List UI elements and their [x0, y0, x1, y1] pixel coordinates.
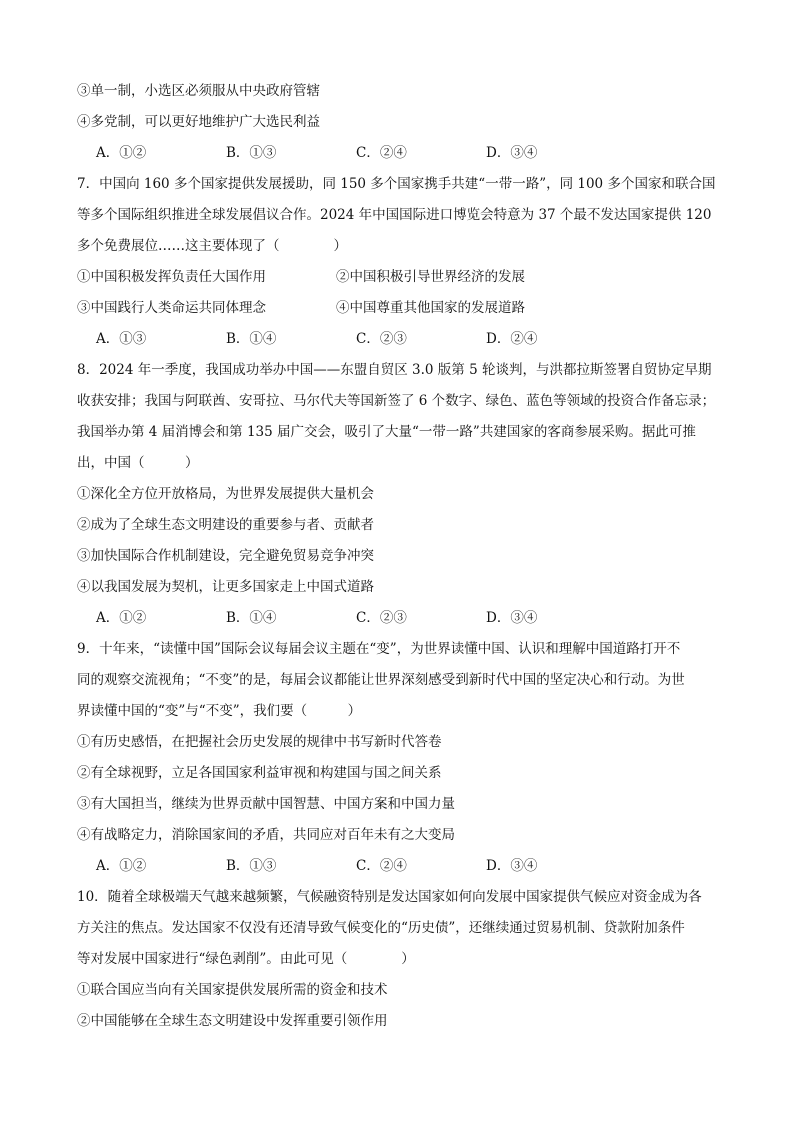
q7-options-row-2 — [77, 293, 717, 324]
q9-stem-line-3: 界读懂中国的“变”与“不变”，我们要（ ） — [77, 703, 362, 719]
q8-choice-d: D．③④ — [486, 610, 538, 626]
q8-stem-line-4: 出，中国（ ） — [77, 455, 199, 471]
q9-option-2: ②有全球视野，立足各国国家利益审视和构建国与国之间关系 — [77, 765, 442, 781]
q9-choice-d: D．③④ — [486, 858, 538, 874]
q7-stem-line-2: 等多个国际组织推进全球发展倡议合作。2024 年中国国际进口博览会特意为 37 个最不发达国家提供 120 — [77, 207, 712, 223]
q10-stem-line-3: 等对发展中国家进行“绿色剥削”。由此可见（ ） — [77, 951, 415, 967]
q7-option-4: ④中国尊重其他国家的发展道路 — [336, 300, 525, 316]
q10-option-2: ②中国能够在全球生态文明建设中发挥重要引领作用 — [77, 1013, 388, 1029]
q7-choices — [77, 324, 717, 355]
q7-options-row-1 — [77, 262, 717, 293]
q9-choice-c: C．②④ — [356, 858, 407, 874]
q9-choice-b: B．①③ — [226, 858, 277, 874]
q8-stem-line-1: 8．2024 年一季度，我国成功举办中国——东盟自贸区 3.0 版第 5 轮谈判，与洪都拉斯签署自贸协定早期 — [77, 362, 712, 378]
q8-option-2: ②成为了全球生态文明建设的重要参与者、贡献者 — [77, 517, 374, 533]
q7-choice-a: A．①③ — [96, 331, 147, 347]
q10-option-1: ①联合国应当向有关国家提供发展所需的资金和技术 — [77, 982, 388, 998]
q9-option-1: ①有历史感悟，在把握社会历史发展的规律中书写新时代答卷 — [77, 734, 442, 750]
exam-page — [77, 76, 717, 1037]
q9-stem-line-1: 9．十年来，“读懂中国”国际会议每届会议主题在“变”，为世界读懂中国、认识和理解中国道路打开不 — [77, 641, 681, 657]
q7-choice-b: B．①④ — [226, 331, 277, 347]
q6-choices — [77, 138, 717, 169]
q10-stem-line-2: 方关注的焦点。发达国家不仅没有还清导致气候变化的“历史债”，还继续通过贸易机制、贷款附加条件 — [77, 920, 685, 936]
q9-option-3: ③有大国担当，继续为世界贡献中国智慧、中国方案和中国力量 — [77, 796, 455, 812]
q8-option-1: ①深化全方位开放格局，为世界发展提供大量机会 — [77, 486, 374, 502]
q7-choice-c: C．②③ — [356, 331, 407, 347]
q8-choice-c: C．②③ — [356, 610, 407, 626]
q7-stem-line-3: 多个免费展位……这主要体现了（ ） — [77, 238, 347, 254]
q6-option-4: ④多党制，可以更好地维护广大选民利益 — [77, 114, 320, 130]
q8-stem-line-2: 收获安排；我国与阿联酋、安哥拉、马尔代夫等国新签了 6 个数字、绿色、蓝色等领域的投资合作备忘录； — [77, 393, 716, 409]
q8-option-4: ④以我国发展为契机，让更多国家走上中国式道路 — [77, 579, 374, 595]
q9-choices — [77, 851, 717, 882]
q8-option-3: ③加快国际合作机制建设，完全避免贸易竞争冲突 — [77, 548, 374, 564]
q9-choice-a: A．①② — [96, 858, 147, 874]
q8-choices — [77, 603, 717, 634]
q9-option-4: ④有战略定力，消除国家间的矛盾，共同应对百年未有之大变局 — [77, 827, 455, 843]
q8-choice-b: B．①④ — [226, 610, 277, 626]
q7-option-1: ①中国积极发挥负责任大国作用 — [77, 269, 266, 285]
q8-stem-line-3: 我国举办第 4 届消博会和第 135 届广交会，吸引了大量“一带一路”共建国家的客商参展采购。据此可推 — [77, 424, 696, 440]
q7-choice-d: D．②④ — [486, 331, 538, 347]
q7-option-2: ②中国积极引导世界经济的发展 — [336, 269, 525, 285]
q10-stem-line-1: 10．随着全球极端天气越来越频繁，气候融资特别是发达国家如何向发展中国家提供气候应对资金成为各 — [77, 889, 702, 905]
q6-choice-b: B．①③ — [226, 145, 277, 161]
q6-choice-a: A．①② — [96, 145, 147, 161]
q8-choice-a: A．①② — [96, 610, 147, 626]
q6-choice-d: D．③④ — [486, 145, 538, 161]
q6-option-3: ③单一制，小选区必须服从中央政府管辖 — [77, 83, 320, 99]
q6-choice-c: C．②④ — [356, 145, 407, 161]
q7-stem-line-1: 7．中国向 160 多个国家提供发展援助，同 150 多个国家携手共建“一带一路”，同 100 多个国家和联合国 — [77, 176, 716, 192]
q7-option-3: ③中国践行人类命运共同体理念 — [77, 300, 266, 316]
q9-stem-line-2: 同的观察交流视角；“不变”的是，每届会议都能让世界深刻感受到新时代中国的坚定决心和行动。为世 — [77, 672, 685, 688]
